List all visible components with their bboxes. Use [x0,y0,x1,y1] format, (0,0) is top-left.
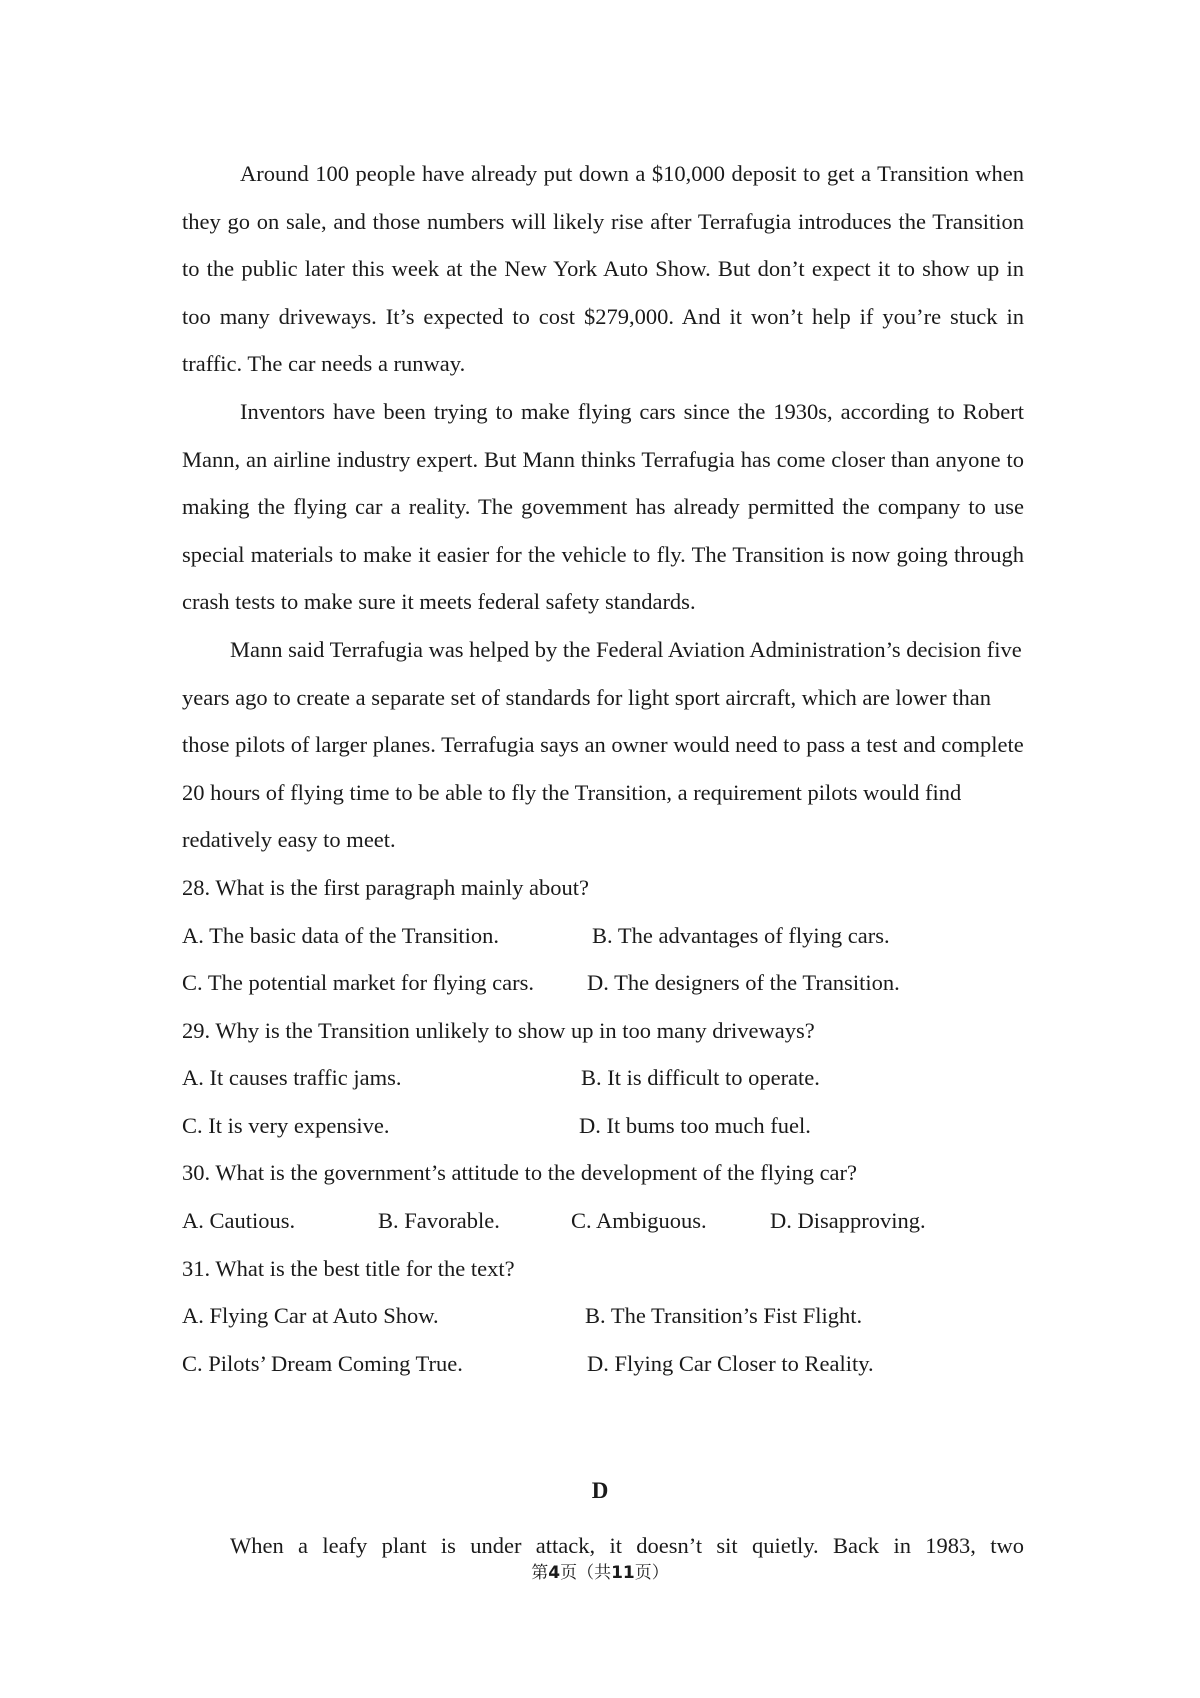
footer-middle: 页（共 [560,1563,612,1583]
question-29-options-row-2 [182,1102,1024,1150]
next-passage-first-line: When a leafy plant is under attack, it doesn’t sit quietly. Back in 1983, two [230,1533,1024,1558]
section-heading: D [591,1478,609,1503]
question-30-stem: 30. What is the government’s attitude to the development of the flying car? [182,1160,858,1186]
question-29-option-c: C. It is very expensive. [182,1112,390,1138]
question-28-option-d: D. The designers of the Transition. [587,970,900,996]
page-footer [0,1558,1200,1583]
question-29-option-d: D. It bums too much fuel. [579,1112,811,1138]
question-28-options-row-2 [182,959,1024,1007]
question-29-options-row-1 [182,1054,1024,1102]
question-31-option-a: A. Flying Car at Auto Show. [182,1303,439,1329]
question-31-options-row-2 [182,1340,1024,1388]
question-29-stem: 29. Why is the Transition unlikely to show up in too many driveways? [182,1017,815,1043]
question-29-option-a: A. It causes traffic jams. [182,1065,402,1091]
paragraph-3: Mann said Terrafugia was helped by the Federal Aviation Administration’s decision five years ago to create a separate set of standards for light sport aircraft, which are lower than those pilots of larger planes. Terrafugia says an owner would need to pass a test and complete 20 hours of flying time to be able to fly the Transition, a requirement pilots would find redatively easy to meet. [182,636,1024,853]
question-31-option-d: D. Flying Car Closer to Reality. [587,1350,874,1376]
footer-page-number: 4 [548,1563,561,1583]
footer-total-pages: 11 [611,1563,635,1583]
question-31-options-row-1 [182,1292,1024,1340]
paragraph-2: Inventors have been trying to make flying cars since the 1930s, according to Robert Mann, an airline industry expert. But Mann thinks Terrafugia has come closer than anyone to making the flying car a reality. The govemment has already permitted the company to use special materials to make it easier for the vehicle to fly. The Transition is now going through crash tests to make sure it meets federal safety standards. [182,398,1024,615]
question-31-stem: 31. What is the best title for the text? [182,1255,515,1281]
question-30-option-d: D. Disapproving. [770,1208,926,1234]
question-30-option-c: C. Ambiguous. [571,1208,707,1234]
question-31-option-c: C. Pilots’ Dream Coming True. [182,1350,463,1376]
question-28-option-b: B. The advantages of flying cars. [592,922,890,948]
question-30-option-b: B. Favorable. [378,1208,500,1234]
question-30-option-a: A. Cautious. [182,1208,296,1234]
question-29-option-b: B. It is difficult to operate. [581,1065,820,1091]
question-30-options-row [182,1197,1024,1245]
question-31-option-b: B. The Transition’s Fist Flight. [585,1303,863,1329]
article-body [182,150,1024,1387]
question-28-option-a: A. The basic data of the Transition. [182,922,500,948]
footer-suffix: 页） [634,1563,669,1583]
question-28-option-c: C. The potential market for flying cars. [182,970,534,996]
footer-prefix: 第 [531,1563,549,1583]
question-28-options-row-1 [182,912,1024,960]
paragraph-1: Around 100 people have already put down a $10,000 deposit to get a Transition when they go on sale, and those numbers will likely rise after Terrafugia introduces the Transition to the public later this week at the New York Auto Show. But don’t expect it to show up in too many driveways. It’s expected to cost $279,000. And it won’t help if you’re stuck in traffic. The car needs a runway. [182,161,1024,377]
question-28-stem: 28. What is the first paragraph mainly about? [182,874,589,900]
